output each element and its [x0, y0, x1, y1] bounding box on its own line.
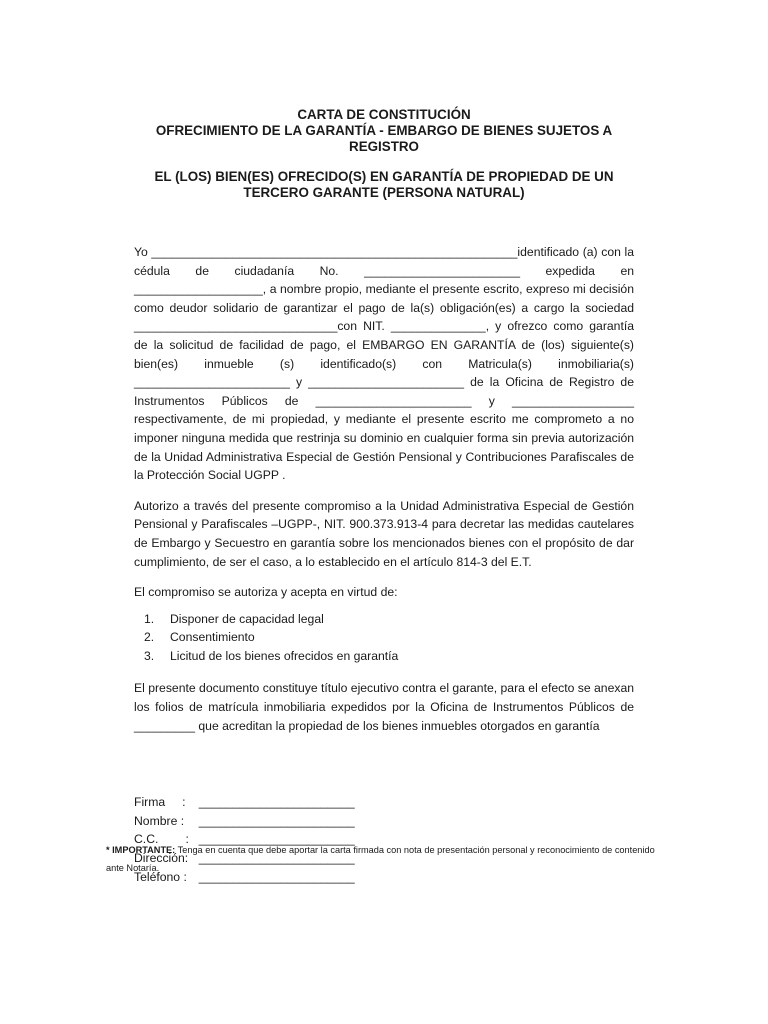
signature-label: Nombre : — [134, 813, 185, 828]
list-item-text: Licitud de los bienes ofrecidos en garantía — [170, 648, 399, 663]
list-item-number: 1. — [144, 611, 155, 626]
document-subtitle: OFRECIMIENTO DE LA GARANTÍA - EMBARGO DE BIENES SUJETOS A REGISTRO — [155, 123, 613, 154]
list-item — [134, 628, 634, 647]
list-item-text: Disponer de capacidad legal — [170, 611, 324, 626]
paragraph-executive-title: El presente documento constituye título ejecutivo contra el garante, para el efecto se anexan los folios de matrícula inmobiliaria expedidos por la Oficina de Instrumentos Públicos de _________ que acreditan la propiedad de los bienes inmuebles otorgados en garantía — [134, 681, 634, 733]
signature-label: Dirección: — [134, 851, 189, 866]
note-text: Tenga en cuenta que debe aportar la carta firmada con nota de presentación personal y reconocimiento de contenido ante Notaría. — [106, 845, 655, 873]
signature-label: Firma : — [134, 795, 186, 810]
conditions-list — [134, 610, 634, 666]
signature-row-nombre — [134, 812, 634, 831]
signature-label: Teléfono : — [134, 869, 187, 884]
paragraph-authorization: Autorizo a través del presente compromiso a la Unidad Administrativa Especial de Gestión Pensional y Parafiscales –UGPP-, NIT. 900.373.913-4 para decretar las medidas cautelares de Embargo y Secuestro en garantía sobre los mencionados bienes con el propósito de dar cumplimiento, de ser el caso, a lo establecido en el artículo 814-3 del E.T. — [134, 498, 634, 569]
document-titles — [134, 107, 634, 201]
list-item — [134, 647, 634, 666]
list-item-number: 3. — [144, 648, 155, 663]
list-item-text: Consentimiento — [170, 630, 255, 645]
paragraph-declaration: Yo ______________________________________________________identificado (a) con la cédula de ciudadanía No. _______________________ expedida en ___________________, a nombre propio, mediante el presente escrito, expreso mi decisión como deudor solidario de garantizar el pago de la(s) obligación(es) a cargo la sociedad ______________________________con NIT. ______________, y ofrezco como garantía de la solicitud de facilidad de pago, el EMBARGO EN GARANTÍA de (los) siguiente(s) bien(es) inmueble (s) identificado(s) con Matricula(s) inmobiliaria(s) _______________________ y _______________________ de la Oficina de Registro de Instrumentos Públicos de _______________________ y __________________ respectivamente, de mi propiedad, y mediante el presente escrito me comprometo a no imponer ninguna medida que restrinja su dominio en cualquier forma sin previa autorización de la Unidad Administrativa Especial de Gestión Pensional y Contribuciones Parafiscales de la Protección Social UGPP . — [134, 245, 634, 483]
signature-line: _______________________ — [192, 832, 355, 847]
list-item — [134, 610, 634, 629]
document-heading: EL (LOS) BIEN(ES) OFRECIDO(S) EN GARANTÍA DE PROPIEDAD DE UN TERCERO GARANTE (PERSONA NATURAL) — [154, 169, 614, 200]
signature-line: _______________________ — [192, 851, 355, 866]
signature-line: _______________________ — [192, 813, 355, 828]
signature-line: _______________________ — [192, 869, 355, 884]
signature-line: _______________________ — [192, 795, 355, 810]
list-item-number: 2. — [144, 630, 155, 645]
signature-row-firma — [134, 793, 634, 812]
important-note — [106, 841, 666, 877]
signature-label: C.C. : — [134, 832, 189, 847]
document-body — [134, 243, 634, 886]
document-title: CARTA DE CONSTITUCIÓN — [297, 107, 471, 122]
note-label: * IMPORTANTE: — [106, 845, 176, 855]
paragraph-conditions-intro: El compromiso se autoriza y acepta en virtud de: — [134, 585, 398, 600]
